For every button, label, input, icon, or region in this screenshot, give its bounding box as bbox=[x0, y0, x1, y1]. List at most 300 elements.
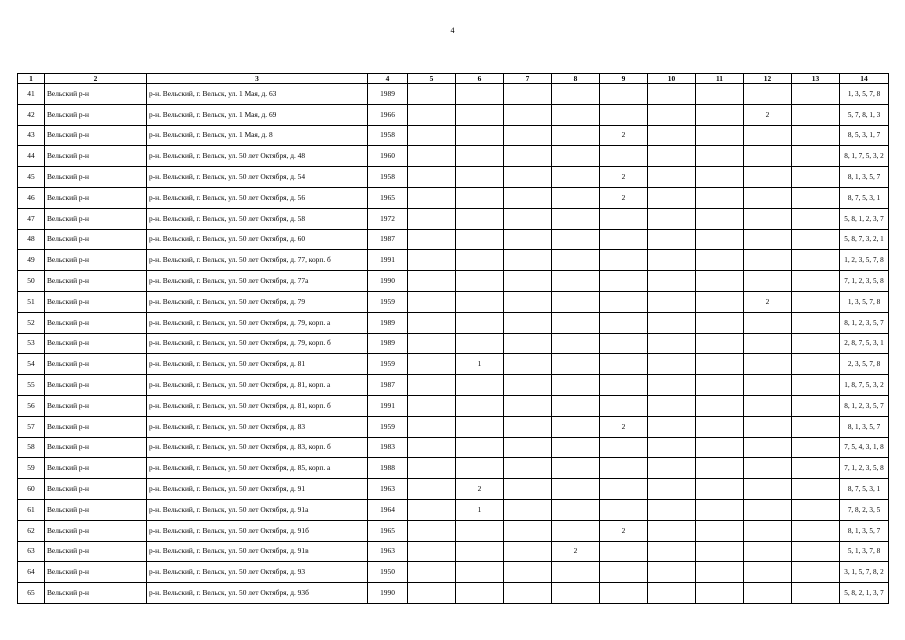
col-8-cell bbox=[552, 167, 600, 188]
col-13-cell bbox=[792, 437, 840, 458]
col-8-cell bbox=[552, 291, 600, 312]
table-row bbox=[18, 187, 889, 208]
year-cell: 1989 bbox=[368, 84, 408, 105]
col-10-cell bbox=[648, 291, 696, 312]
row-number-cell: 41 bbox=[18, 84, 45, 105]
table-row bbox=[18, 458, 889, 479]
col-9-cell bbox=[600, 583, 648, 604]
col-7-cell bbox=[504, 395, 552, 416]
col-10-cell bbox=[648, 375, 696, 396]
col-7-cell bbox=[504, 271, 552, 292]
col-5-cell bbox=[408, 291, 456, 312]
col-13-cell bbox=[792, 104, 840, 125]
col-12-cell bbox=[744, 375, 792, 396]
district-cell: Вельский р-н bbox=[45, 437, 147, 458]
col-6-cell: 2 bbox=[456, 479, 504, 500]
col-10-cell bbox=[648, 250, 696, 271]
year-cell: 1987 bbox=[368, 375, 408, 396]
address-cell: р-н. Вельский, г. Вельск, ул. 50 лет Октября, д. 54 bbox=[147, 167, 368, 188]
col-5-cell bbox=[408, 146, 456, 167]
col-13-cell bbox=[792, 125, 840, 146]
table-row bbox=[18, 229, 889, 250]
col-11-cell bbox=[696, 146, 744, 167]
col-13-cell bbox=[792, 479, 840, 500]
table-row bbox=[18, 146, 889, 167]
row-number-cell: 49 bbox=[18, 250, 45, 271]
col-7-cell bbox=[504, 250, 552, 271]
col-9-cell: 2 bbox=[600, 167, 648, 188]
address-cell: р-н. Вельский, г. Вельск, ул. 50 лет Октября, д. 81, корп. б bbox=[147, 395, 368, 416]
col-9-cell bbox=[600, 354, 648, 375]
col-11-cell bbox=[696, 583, 744, 604]
row-number-cell: 44 bbox=[18, 146, 45, 167]
col-13-cell bbox=[792, 250, 840, 271]
district-cell: Вельский р-н bbox=[45, 375, 147, 396]
col-11-cell bbox=[696, 84, 744, 105]
codes-cell: 7, 1, 2, 3, 5, 8 bbox=[840, 458, 889, 479]
col-9-cell: 2 bbox=[600, 520, 648, 541]
col-12-cell bbox=[744, 416, 792, 437]
year-cell: 1958 bbox=[368, 125, 408, 146]
table-row bbox=[18, 562, 889, 583]
col-5-cell bbox=[408, 271, 456, 292]
col-7-cell bbox=[504, 167, 552, 188]
row-number-cell: 65 bbox=[18, 583, 45, 604]
year-cell: 1972 bbox=[368, 208, 408, 229]
table-row bbox=[18, 437, 889, 458]
column-header: 10 bbox=[648, 74, 696, 84]
row-number-cell: 52 bbox=[18, 312, 45, 333]
col-9-cell: 2 bbox=[600, 187, 648, 208]
col-13-cell bbox=[792, 333, 840, 354]
district-cell: Вельский р-н bbox=[45, 187, 147, 208]
col-10-cell bbox=[648, 312, 696, 333]
year-cell: 1989 bbox=[368, 333, 408, 354]
col-12-cell bbox=[744, 229, 792, 250]
col-5-cell bbox=[408, 250, 456, 271]
table-row bbox=[18, 479, 889, 500]
codes-cell: 5, 8, 2, 1, 3, 7 bbox=[840, 583, 889, 604]
col-10-cell bbox=[648, 416, 696, 437]
col-6-cell bbox=[456, 520, 504, 541]
col-13-cell bbox=[792, 84, 840, 105]
col-13-cell bbox=[792, 583, 840, 604]
row-number-cell: 43 bbox=[18, 125, 45, 146]
col-6-cell bbox=[456, 562, 504, 583]
codes-cell: 5, 8, 1, 2, 3, 7 bbox=[840, 208, 889, 229]
col-5-cell bbox=[408, 395, 456, 416]
table-row bbox=[18, 375, 889, 396]
col-10-cell bbox=[648, 395, 696, 416]
col-8-cell bbox=[552, 375, 600, 396]
codes-cell: 8, 5, 3, 1, 7 bbox=[840, 125, 889, 146]
col-10-cell bbox=[648, 437, 696, 458]
col-8-cell bbox=[552, 416, 600, 437]
col-9-cell bbox=[600, 104, 648, 125]
year-cell: 1959 bbox=[368, 354, 408, 375]
table-row bbox=[18, 104, 889, 125]
col-12-cell bbox=[744, 167, 792, 188]
year-cell: 1987 bbox=[368, 229, 408, 250]
column-header: 6 bbox=[456, 74, 504, 84]
page-number: 4 bbox=[450, 26, 455, 35]
district-cell: Вельский р-н bbox=[45, 499, 147, 520]
codes-cell: 3, 1, 5, 7, 8, 2 bbox=[840, 562, 889, 583]
column-header: 14 bbox=[840, 74, 889, 84]
codes-cell: 1, 3, 5, 7, 8 bbox=[840, 84, 889, 105]
district-cell: Вельский р-н bbox=[45, 479, 147, 500]
row-number-cell: 56 bbox=[18, 395, 45, 416]
address-cell: р-н. Вельский, г. Вельск, ул. 50 лет Октября, д. 79 bbox=[147, 291, 368, 312]
column-header: 11 bbox=[696, 74, 744, 84]
col-9-cell bbox=[600, 333, 648, 354]
row-number-cell: 50 bbox=[18, 271, 45, 292]
col-5-cell bbox=[408, 416, 456, 437]
col-10-cell bbox=[648, 458, 696, 479]
col-12-cell bbox=[744, 354, 792, 375]
col-8-cell bbox=[552, 562, 600, 583]
col-8-cell bbox=[552, 520, 600, 541]
col-5-cell bbox=[408, 167, 456, 188]
year-cell: 1983 bbox=[368, 437, 408, 458]
col-11-cell bbox=[696, 562, 744, 583]
col-13-cell bbox=[792, 499, 840, 520]
col-10-cell bbox=[648, 271, 696, 292]
col-9-cell bbox=[600, 146, 648, 167]
col-6-cell bbox=[456, 416, 504, 437]
row-number-cell: 59 bbox=[18, 458, 45, 479]
col-11-cell bbox=[696, 333, 744, 354]
district-cell: Вельский р-н bbox=[45, 354, 147, 375]
table-row bbox=[18, 167, 889, 188]
year-cell: 1958 bbox=[368, 167, 408, 188]
column-header: 5 bbox=[408, 74, 456, 84]
col-5-cell bbox=[408, 104, 456, 125]
row-number-cell: 60 bbox=[18, 479, 45, 500]
column-header: 9 bbox=[600, 74, 648, 84]
row-number-cell: 42 bbox=[18, 104, 45, 125]
col-5-cell bbox=[408, 229, 456, 250]
col-7-cell bbox=[504, 291, 552, 312]
col-8-cell bbox=[552, 395, 600, 416]
table-row bbox=[18, 84, 889, 105]
col-12-cell: 2 bbox=[744, 104, 792, 125]
col-9-cell: 2 bbox=[600, 125, 648, 146]
col-9-cell bbox=[600, 375, 648, 396]
address-cell: р-н. Вельский, г. Вельск, ул. 50 лет Октября, д. 91а bbox=[147, 499, 368, 520]
col-8-cell bbox=[552, 499, 600, 520]
col-6-cell bbox=[456, 437, 504, 458]
col-9-cell bbox=[600, 291, 648, 312]
col-11-cell bbox=[696, 479, 744, 500]
col-10-cell bbox=[648, 562, 696, 583]
col-5-cell bbox=[408, 520, 456, 541]
housing-register-table bbox=[17, 73, 889, 604]
col-8-cell bbox=[552, 437, 600, 458]
address-cell: р-н. Вельский, г. Вельск, ул. 1 Мая, д. 8 bbox=[147, 125, 368, 146]
codes-cell: 8, 1, 2, 3, 5, 7 bbox=[840, 395, 889, 416]
row-number-cell: 53 bbox=[18, 333, 45, 354]
address-cell: р-н. Вельский, г. Вельск, ул. 50 лет Октября, д. 48 bbox=[147, 146, 368, 167]
col-10-cell bbox=[648, 125, 696, 146]
year-cell: 1963 bbox=[368, 479, 408, 500]
column-header: 8 bbox=[552, 74, 600, 84]
codes-cell: 8, 1, 3, 5, 7 bbox=[840, 520, 889, 541]
col-7-cell bbox=[504, 416, 552, 437]
row-number-cell: 45 bbox=[18, 167, 45, 188]
col-7-cell bbox=[504, 541, 552, 562]
codes-cell: 5, 7, 8, 1, 3 bbox=[840, 104, 889, 125]
col-8-cell bbox=[552, 271, 600, 292]
col-12-cell bbox=[744, 125, 792, 146]
col-11-cell bbox=[696, 229, 744, 250]
table-row bbox=[18, 416, 889, 437]
col-12-cell bbox=[744, 84, 792, 105]
col-9-cell bbox=[600, 395, 648, 416]
address-cell: р-н. Вельский, г. Вельск, ул. 50 лет Октября, д. 91 bbox=[147, 479, 368, 500]
col-5-cell bbox=[408, 458, 456, 479]
year-cell: 1988 bbox=[368, 458, 408, 479]
district-cell: Вельский р-н bbox=[45, 229, 147, 250]
address-cell: р-н. Вельский, г. Вельск, ул. 1 Мая, д. 69 bbox=[147, 104, 368, 125]
district-cell: Вельский р-н bbox=[45, 271, 147, 292]
col-8-cell bbox=[552, 583, 600, 604]
col-6-cell bbox=[456, 458, 504, 479]
col-8-cell bbox=[552, 312, 600, 333]
row-number-cell: 55 bbox=[18, 375, 45, 396]
col-9-cell bbox=[600, 479, 648, 500]
district-cell: Вельский р-н bbox=[45, 125, 147, 146]
col-6-cell bbox=[456, 229, 504, 250]
district-cell: Вельский р-н bbox=[45, 520, 147, 541]
col-7-cell bbox=[504, 104, 552, 125]
col-6-cell bbox=[456, 146, 504, 167]
row-number-cell: 51 bbox=[18, 291, 45, 312]
address-cell: р-н. Вельский, г. Вельск, ул. 50 лет Октября, д. 60 bbox=[147, 229, 368, 250]
row-number-cell: 46 bbox=[18, 187, 45, 208]
col-12-cell bbox=[744, 271, 792, 292]
year-cell: 1964 bbox=[368, 499, 408, 520]
col-11-cell bbox=[696, 541, 744, 562]
table-row bbox=[18, 333, 889, 354]
row-number-cell: 64 bbox=[18, 562, 45, 583]
col-11-cell bbox=[696, 167, 744, 188]
col-11-cell bbox=[696, 208, 744, 229]
col-9-cell bbox=[600, 541, 648, 562]
col-9-cell: 2 bbox=[600, 416, 648, 437]
col-12-cell bbox=[744, 250, 792, 271]
codes-cell: 7, 5, 4, 3, 1, 8 bbox=[840, 437, 889, 458]
col-6-cell bbox=[456, 312, 504, 333]
district-cell: Вельский р-н bbox=[45, 104, 147, 125]
col-7-cell bbox=[504, 375, 552, 396]
col-13-cell bbox=[792, 562, 840, 583]
district-cell: Вельский р-н bbox=[45, 312, 147, 333]
row-number-cell: 61 bbox=[18, 499, 45, 520]
col-5-cell bbox=[408, 583, 456, 604]
col-11-cell bbox=[696, 416, 744, 437]
col-10-cell bbox=[648, 104, 696, 125]
col-12-cell bbox=[744, 208, 792, 229]
col-7-cell bbox=[504, 520, 552, 541]
col-12-cell bbox=[744, 187, 792, 208]
col-13-cell bbox=[792, 187, 840, 208]
col-7-cell bbox=[504, 479, 552, 500]
codes-cell: 5, 1, 3, 7, 8 bbox=[840, 541, 889, 562]
district-cell: Вельский р-н bbox=[45, 583, 147, 604]
col-6-cell bbox=[456, 187, 504, 208]
col-6-cell bbox=[456, 271, 504, 292]
codes-cell: 8, 1, 3, 5, 7 bbox=[840, 416, 889, 437]
col-6-cell bbox=[456, 541, 504, 562]
table-row bbox=[18, 125, 889, 146]
col-7-cell bbox=[504, 229, 552, 250]
col-6-cell bbox=[456, 250, 504, 271]
codes-cell: 8, 1, 7, 5, 3, 2 bbox=[840, 146, 889, 167]
col-9-cell bbox=[600, 562, 648, 583]
year-cell: 1991 bbox=[368, 395, 408, 416]
col-7-cell bbox=[504, 458, 552, 479]
col-13-cell bbox=[792, 541, 840, 562]
col-6-cell bbox=[456, 291, 504, 312]
row-number-cell: 57 bbox=[18, 416, 45, 437]
col-12-cell bbox=[744, 562, 792, 583]
col-13-cell bbox=[792, 375, 840, 396]
column-header: 1 bbox=[18, 74, 45, 84]
table-row bbox=[18, 208, 889, 229]
district-cell: Вельский р-н bbox=[45, 416, 147, 437]
codes-cell: 8, 7, 5, 3, 1 bbox=[840, 187, 889, 208]
col-8-cell bbox=[552, 333, 600, 354]
col-11-cell bbox=[696, 187, 744, 208]
col-8-cell bbox=[552, 187, 600, 208]
col-11-cell bbox=[696, 312, 744, 333]
codes-cell: 8, 1, 3, 5, 7 bbox=[840, 167, 889, 188]
address-cell: р-н. Вельский, г. Вельск, ул. 50 лет Октября, д. 93 bbox=[147, 562, 368, 583]
address-cell: р-н. Вельский, г. Вельск, ул. 50 лет Октября, д. 83, корп. б bbox=[147, 437, 368, 458]
col-6-cell bbox=[456, 333, 504, 354]
table-row bbox=[18, 291, 889, 312]
col-12-cell bbox=[744, 333, 792, 354]
row-number-cell: 62 bbox=[18, 520, 45, 541]
column-header: 4 bbox=[368, 74, 408, 84]
row-number-cell: 54 bbox=[18, 354, 45, 375]
col-11-cell bbox=[696, 395, 744, 416]
col-8-cell bbox=[552, 229, 600, 250]
col-10-cell bbox=[648, 84, 696, 105]
col-9-cell bbox=[600, 312, 648, 333]
col-7-cell bbox=[504, 437, 552, 458]
col-5-cell bbox=[408, 354, 456, 375]
year-cell: 1959 bbox=[368, 416, 408, 437]
col-10-cell bbox=[648, 333, 696, 354]
col-12-cell bbox=[744, 437, 792, 458]
col-7-cell bbox=[504, 187, 552, 208]
col-11-cell bbox=[696, 125, 744, 146]
col-6-cell bbox=[456, 84, 504, 105]
table-row bbox=[18, 271, 889, 292]
col-11-cell bbox=[696, 437, 744, 458]
col-10-cell bbox=[648, 229, 696, 250]
district-cell: Вельский р-н bbox=[45, 167, 147, 188]
district-cell: Вельский р-н bbox=[45, 291, 147, 312]
col-7-cell bbox=[504, 333, 552, 354]
year-cell: 1991 bbox=[368, 250, 408, 271]
col-8-cell bbox=[552, 146, 600, 167]
col-9-cell bbox=[600, 458, 648, 479]
year-cell: 1990 bbox=[368, 583, 408, 604]
col-8-cell bbox=[552, 479, 600, 500]
col-13-cell bbox=[792, 395, 840, 416]
col-7-cell bbox=[504, 583, 552, 604]
codes-cell: 1, 8, 7, 5, 3, 2 bbox=[840, 375, 889, 396]
col-9-cell bbox=[600, 208, 648, 229]
col-11-cell bbox=[696, 354, 744, 375]
col-9-cell bbox=[600, 437, 648, 458]
col-9-cell bbox=[600, 499, 648, 520]
codes-cell: 7, 8, 2, 3, 5 bbox=[840, 499, 889, 520]
col-12-cell bbox=[744, 146, 792, 167]
year-cell: 1965 bbox=[368, 187, 408, 208]
table-row bbox=[18, 541, 889, 562]
codes-cell: 8, 7, 5, 3, 1 bbox=[840, 479, 889, 500]
row-number-cell: 63 bbox=[18, 541, 45, 562]
address-cell: р-н. Вельский, г. Вельск, ул. 50 лет Октября, д. 85, корп. а bbox=[147, 458, 368, 479]
column-header: 7 bbox=[504, 74, 552, 84]
address-cell: р-н. Вельский, г. Вельск, ул. 50 лет Октября, д. 81 bbox=[147, 354, 368, 375]
column-header: 12 bbox=[744, 74, 792, 84]
col-11-cell bbox=[696, 458, 744, 479]
col-12-cell bbox=[744, 395, 792, 416]
col-10-cell bbox=[648, 541, 696, 562]
col-6-cell bbox=[456, 104, 504, 125]
col-7-cell bbox=[504, 354, 552, 375]
col-10-cell bbox=[648, 187, 696, 208]
col-6-cell bbox=[456, 395, 504, 416]
col-5-cell bbox=[408, 562, 456, 583]
address-cell: р-н. Вельский, г. Вельск, ул. 50 лет Октября, д. 83 bbox=[147, 416, 368, 437]
col-13-cell bbox=[792, 520, 840, 541]
col-6-cell: 1 bbox=[456, 354, 504, 375]
col-5-cell bbox=[408, 541, 456, 562]
col-8-cell bbox=[552, 208, 600, 229]
col-7-cell bbox=[504, 562, 552, 583]
col-13-cell bbox=[792, 146, 840, 167]
col-9-cell bbox=[600, 229, 648, 250]
col-7-cell bbox=[504, 84, 552, 105]
col-12-cell bbox=[744, 479, 792, 500]
table-row bbox=[18, 499, 889, 520]
address-cell: р-н. Вельский, г. Вельск, ул. 50 лет Октября, д. 58 bbox=[147, 208, 368, 229]
district-cell: Вельский р-н bbox=[45, 458, 147, 479]
table-body bbox=[18, 84, 889, 604]
col-8-cell bbox=[552, 354, 600, 375]
district-cell: Вельский р-н bbox=[45, 146, 147, 167]
table-row bbox=[18, 395, 889, 416]
col-6-cell bbox=[456, 125, 504, 146]
col-10-cell bbox=[648, 354, 696, 375]
col-12-cell bbox=[744, 499, 792, 520]
col-12-cell bbox=[744, 520, 792, 541]
col-10-cell bbox=[648, 208, 696, 229]
col-10-cell bbox=[648, 520, 696, 541]
col-13-cell bbox=[792, 208, 840, 229]
col-9-cell bbox=[600, 84, 648, 105]
col-5-cell bbox=[408, 479, 456, 500]
year-cell: 1960 bbox=[368, 146, 408, 167]
col-13-cell bbox=[792, 416, 840, 437]
codes-cell: 2, 8, 7, 5, 3, 1 bbox=[840, 333, 889, 354]
